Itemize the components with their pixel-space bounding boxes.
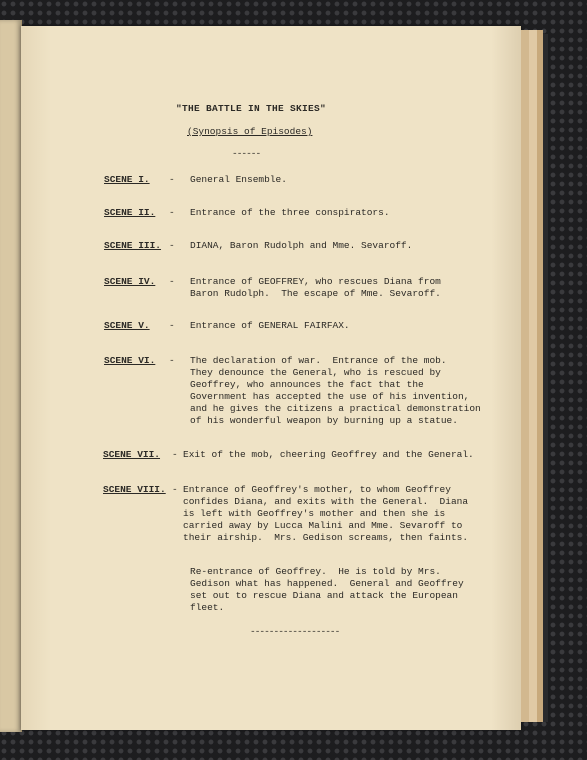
- scene-label: SCENE VII.: [103, 449, 161, 460]
- scene-description: Exit of the mob, cheering Geoffrey and the General.: [183, 449, 474, 460]
- scene-dash: -: [172, 484, 178, 495]
- scene-label: SCENE II.: [104, 207, 156, 218]
- scene-dash: -: [169, 207, 175, 218]
- document-title: "THE BATTLE IN THE SKIES": [176, 103, 327, 114]
- top-divider: ------: [232, 148, 261, 159]
- scene-label: SCENE IV.: [104, 276, 156, 287]
- scene-description: Entrance of Geoffrey's mother, to whom Geoffrey confides Diana, and exits with the General. Diana is left with Geoffrey's mother and then she is carried away by Lucca Malini and Mme. Sevaroff to their airship. Mrs. Gedison screams, then faints.: [183, 484, 469, 543]
- scene-label: SCENE VIII.: [103, 484, 166, 495]
- scene-dash: -: [169, 174, 175, 185]
- scene-description: General Ensemble.: [190, 174, 287, 185]
- scene-description: Entrance of the three conspirators.: [190, 207, 390, 218]
- scene-dash: -: [172, 449, 178, 460]
- scene-description: DIANA, Baron Rudolph and Mme. Sevaroff.: [190, 240, 413, 251]
- scene-label: SCENE III.: [104, 240, 162, 251]
- closing-paragraph: Re-entrance of Geoffrey. He is told by Mrs. Gedison what has happened. General and Geoffrey set out to rescue Diana and attack the European fleet.: [190, 566, 464, 613]
- bottom-divider: -------------------: [250, 626, 340, 637]
- scene-dash: -: [169, 276, 175, 287]
- document-subtitle: (Synopsis of Episodes): [187, 126, 313, 137]
- scene-label: SCENE VI.: [104, 355, 156, 366]
- scene-description: Entrance of GEOFFREY, who rescues Diana from Baron Rudolph. The escape of Mme. Sevaroff.: [190, 276, 441, 299]
- scene-description: Entrance of GENERAL FAIRFAX.: [190, 320, 350, 331]
- scene-dash: -: [169, 355, 175, 366]
- scene-dash: -: [169, 240, 175, 251]
- scene-dash: -: [169, 320, 175, 331]
- scene-description: The declaration of war. Entrance of the mob. They denounce the General, who is rescued by Geoffrey, who announces the fact that the Government has accepted the use of his invention, and he gives the citizens a practical demonstration of his wonderful weapon by burning up a statue.: [190, 355, 481, 426]
- scene-label: SCENE V.: [104, 320, 150, 331]
- scene-label: SCENE I.: [104, 174, 150, 185]
